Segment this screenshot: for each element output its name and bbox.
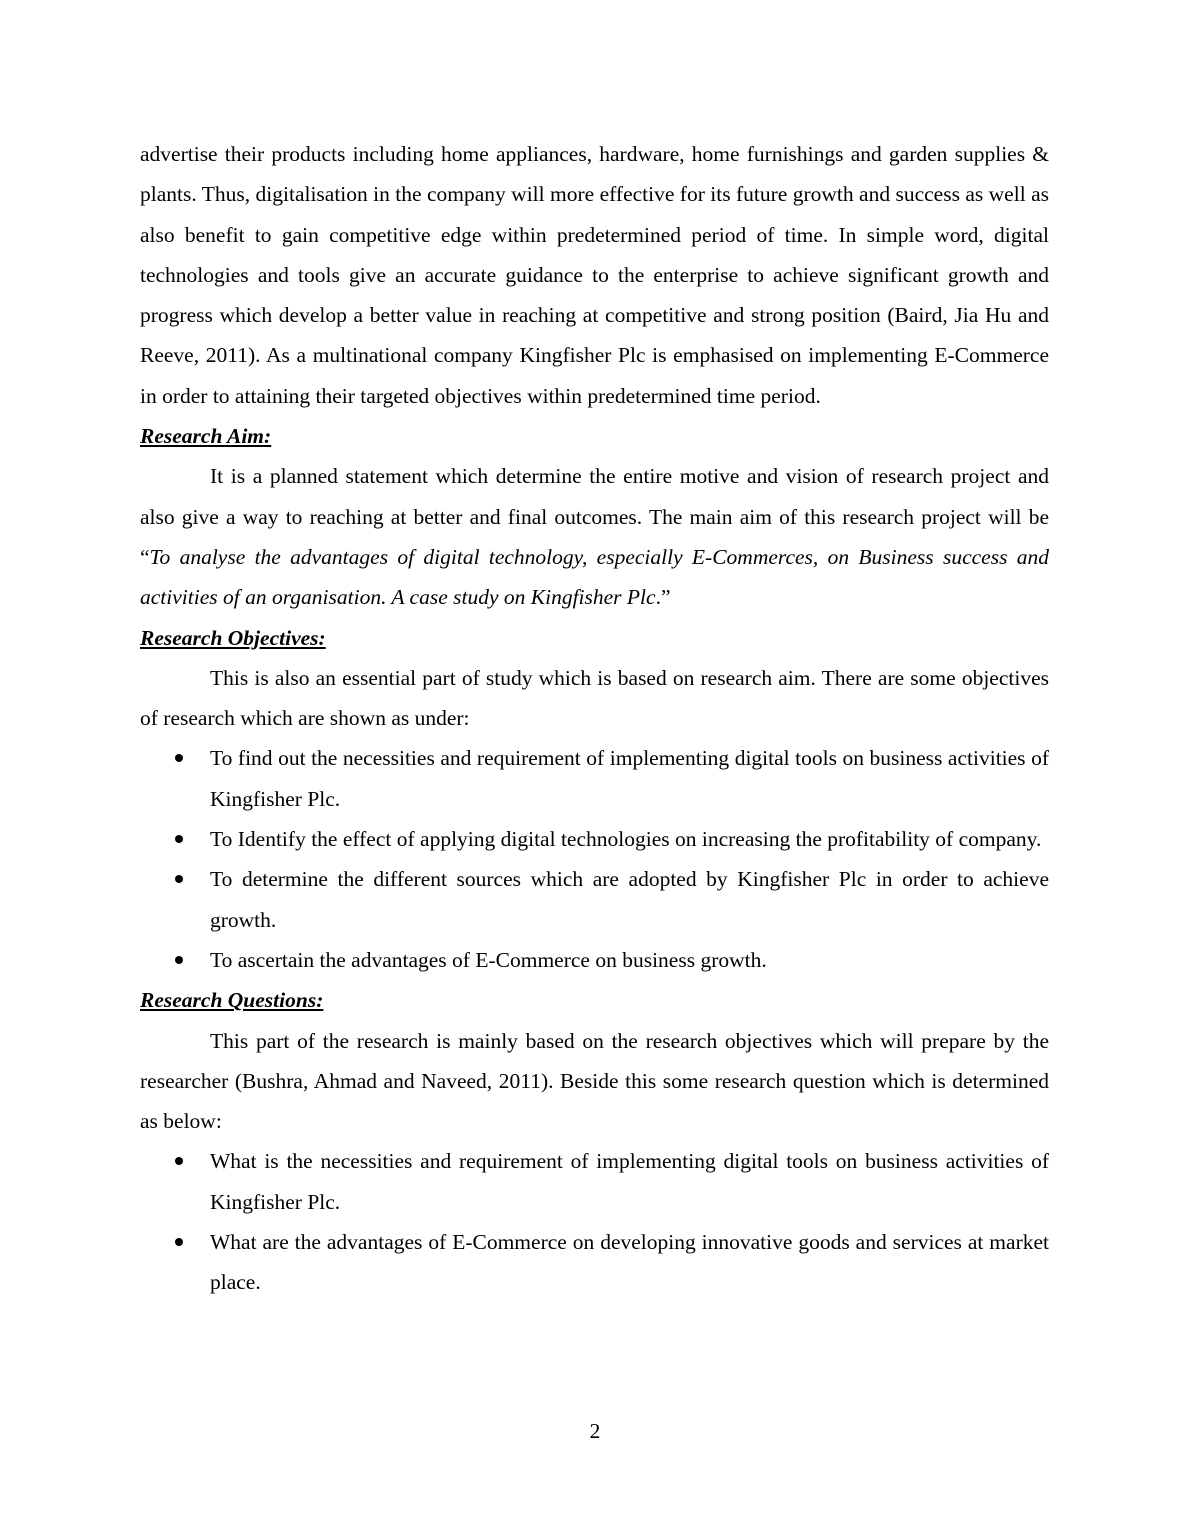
research-questions-list [140,1141,1049,1302]
bullet-icon [175,1238,183,1246]
bullet-icon [175,754,183,762]
research-objectives-intro: This is also an essential part of study which is based on research aim. There are some objectives of research which are shown as under: [140,665,1049,731]
research-aim-text-before: It is a planned statement which determine the entire motive and vision of research project and also give a way to reaching at better and final outcomes. The main aim of this research project will be “ [140,464,1049,569]
research-aim-text-after: .” [655,585,671,610]
intro-paragraph: advertise their products including home appliances, hardware, home furnishings and garden supplies & plants. Thus, digitalisation in the company will more effective for its future growth and success as well as also benefit to gain competitive edge within predetermined period of time. In simple word, digital technologies and tools give an accurate guidance to the enterprise to achieve significant growth and progress which develop a better value in reaching at competitive and strong position (Baird, Jia Hu and Reeve, 2011). As a multinational company Kingfisher Plc is emphasised on implementing E-Commerce in order to attaining their targeted objectives within predetermined time period. [140,142,1049,408]
list-item-text: To determine the different sources which are adopted by Kingfisher Plc in order to achieve growth. [210,867,1049,932]
list-item-text: To ascertain the advantages of E-Commerce on business growth. [210,947,767,972]
list-item [140,940,1049,980]
list-item [140,738,1049,819]
research-aim-heading: Research Aim: [140,424,272,449]
bullet-icon [175,835,183,843]
bullet-icon [175,875,183,883]
list-item [140,1141,1049,1222]
list-item [140,1222,1049,1303]
document-page [140,134,1049,1303]
list-item-text: What are the advantages of E-Commerce on developing innovative goods and services at market place. [210,1230,1049,1295]
research-questions-heading: Research Questions: [140,988,324,1013]
research-aim-statement: To analyse the advantages of digital technology, especially E-Commerces, on Business success and activities of an organisation. A case study on Kingfisher Plc [140,544,1049,610]
list-item [140,819,1049,859]
page-number: 2 [589,1419,601,1443]
list-item-text: To Identify the effect of applying digital technologies on increasing the profitability of company. [210,827,1042,852]
bullet-icon [175,956,183,964]
bullet-icon [175,1157,183,1165]
list-item-text: To find out the necessities and requirement of implementing digital tools on business activities of Kingfisher Plc. [210,746,1049,811]
research-objectives-heading: Research Objectives: [140,625,326,650]
research-aim-paragraph [140,456,1049,617]
list-item-text: What is the necessities and requirement of implementing digital tools on business activities of Kingfisher Plc. [210,1149,1049,1214]
list-item [140,859,1049,940]
research-questions-intro: This part of the research is mainly based on the research objectives which will prepare by the researcher (Bushra, Ahmad and Naveed, 2011). Beside this some research question which is determined as below: [140,1028,1049,1134]
research-objectives-list [140,738,1049,980]
